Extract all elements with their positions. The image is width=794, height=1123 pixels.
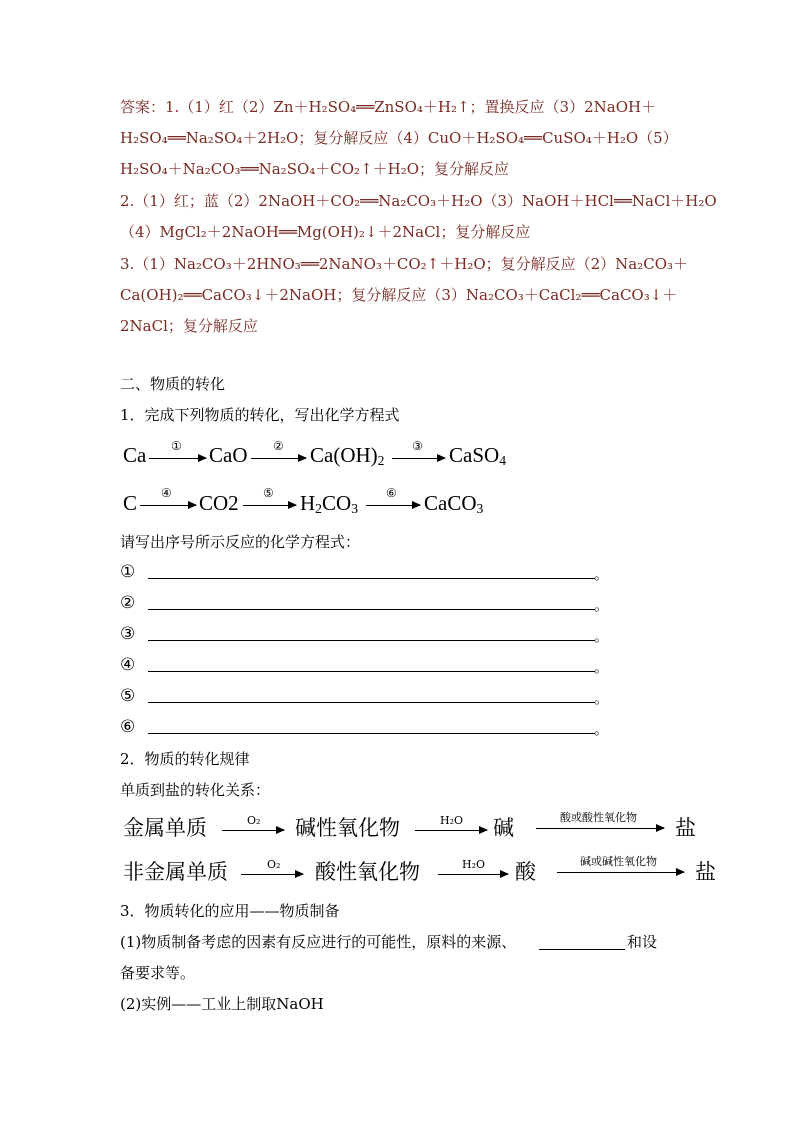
arrow-o2-icon <box>222 830 284 831</box>
chain-item-h2co3: $H_2CO_3$ <box>300 491 359 516</box>
answer-line-5: （4）MgCl₂＋2NaOH══Mg(OH)₂↓＋2NaCl；复分解反应 <box>120 223 531 241</box>
arrow-6-icon <box>366 505 420 506</box>
arrow-label-1: ① <box>171 439 182 453</box>
arrow-1-icon <box>149 458 206 459</box>
blank-period: 。 <box>594 658 610 676</box>
rule-nonmetal-label-h2o: H₂O <box>462 858 486 871</box>
rule-metal-label-acid: 酸或酸性氧化物 <box>560 811 637 824</box>
blank-number: ① <box>120 562 136 582</box>
rule-metal-base: 碱 <box>493 816 514 840</box>
rule-nonmetal-element: 非金属单质 <box>123 860 228 884</box>
chain-item-caco3: CaCO$_3$ <box>424 491 484 516</box>
arrow-h2o-icon <box>415 830 487 831</box>
blank-period: 。 <box>594 627 610 645</box>
chain-item-caoh2: $Ca(OH)_2$ <box>310 443 385 468</box>
rule-metal-label-o2: O₂ <box>247 814 261 827</box>
answer-line-1: 答案：1.（1）红（2）Zn＋H₂SO₄══ZnSO₄＋H₂↑；置换反应（3）2NaOH＋ <box>120 98 657 116</box>
question-2-subtitle: 单质到盐的转化关系： <box>120 781 271 799</box>
blank-line[interactable] <box>148 733 595 734</box>
question-2: 2．物质的转化规律 <box>120 750 250 768</box>
answer-line-4: 2.（1）红；蓝（2）2NaOH＋CO₂══Na₂CO₃＋H₂O（3）NaOH＋HCl══NaCl＋H₂O <box>120 192 717 210</box>
blank-period: 。 <box>594 596 610 614</box>
chain-item-co2: CO2 <box>199 491 239 515</box>
blank-line[interactable] <box>148 640 595 641</box>
arrow-base-icon <box>557 872 684 873</box>
question-1: 1．完成下列物质的转化，写出化学方程式 <box>120 406 400 424</box>
chain-item-ca: Ca <box>123 443 147 467</box>
blank-period: 。 <box>594 565 610 583</box>
blank-number: ③ <box>120 624 136 644</box>
rule-nonmetal-salt: 盐 <box>695 860 716 884</box>
fill-in-blank[interactable] <box>539 949 625 950</box>
arrow-3-icon <box>392 458 445 459</box>
question-3: 3．物质转化的应用——物质制备 <box>120 902 340 920</box>
answer-line-7: Ca(OH)₂══CaCO₃↓＋2NaOH；复分解反应（3）Na₂CO₃＋CaCl₂══CaCO₃↓＋ <box>120 286 678 304</box>
rule-nonmetal-oxide: 酸性氧化物 <box>315 860 420 884</box>
answer-line-8: 2NaCl；复分解反应 <box>120 317 258 335</box>
answer-line-3: H₂SO₄＋Na₂CO₃══Na₂SO₄＋CO₂↑＋H₂O；复分解反应 <box>120 160 510 178</box>
equation-prompt: 请写出序号所示反应的化学方程式： <box>120 533 361 551</box>
blank-line[interactable] <box>148 702 595 703</box>
answer-line-6: 3.（1）Na₂CO₃＋2HNO₃══2NaNO₃＋CO₂↑＋H₂O；复分解反应（2）Na₂CO₃＋ <box>120 255 689 273</box>
blank-line[interactable] <box>148 671 595 672</box>
question-3-part-1-end: 和设 <box>627 933 658 951</box>
arrow-label-4: ④ <box>161 486 172 500</box>
rule-metal-oxide: 碱性氧化物 <box>295 816 400 840</box>
chain-item-cao: CaO <box>209 443 248 467</box>
rule-nonmetal-acid: 酸 <box>515 860 536 884</box>
arrow-h2o-icon <box>438 874 508 875</box>
blank-period: 。 <box>594 689 610 707</box>
arrow-label-2: ② <box>273 439 284 453</box>
arrow-4-icon <box>140 505 196 506</box>
chain-item-c: C <box>123 491 138 515</box>
rule-metal-label-h2o: H₂O <box>440 814 464 827</box>
blank-line[interactable] <box>148 578 595 579</box>
rule-nonmetal-label-base: 碱或碱性氧化物 <box>580 855 657 868</box>
blank-number: ② <box>120 593 136 613</box>
arrow-2-icon <box>251 458 306 459</box>
arrow-label-5: ⑤ <box>263 486 274 500</box>
blank-number: ④ <box>120 655 136 675</box>
question-3-part-2: (2)实例——工业上制取NaOH <box>120 995 324 1013</box>
rule-metal-element: 金属单质 <box>123 816 207 840</box>
blank-period: 。 <box>594 720 610 738</box>
blank-number: ⑥ <box>120 717 136 737</box>
question-3-part-1: (1)物质制备考虑的因素有反应进行的可能性，原料的来源、 <box>120 933 517 951</box>
arrow-acid-icon <box>536 828 664 829</box>
section-heading: 二、物质的转化 <box>120 375 226 393</box>
answer-line-2: H₂SO₄══Na₂SO₄＋2H₂O；复分解反应（4）CuO＋H₂SO₄══CuSO₄＋H₂O（5） <box>120 129 678 147</box>
arrow-label-3: ③ <box>412 439 423 453</box>
chain-item-caso4: CaSO$_4$ <box>449 443 507 468</box>
arrow-label-6: ⑥ <box>386 486 397 500</box>
rule-nonmetal-label-o2: O₂ <box>267 858 281 871</box>
blank-line[interactable] <box>148 609 595 610</box>
blank-number: ⑤ <box>120 686 136 706</box>
rule-metal-salt: 盐 <box>675 816 696 840</box>
arrow-o2-icon <box>241 874 303 875</box>
question-3-part-1-cont: 备要求等。 <box>120 964 196 982</box>
arrow-5-icon <box>243 505 296 506</box>
